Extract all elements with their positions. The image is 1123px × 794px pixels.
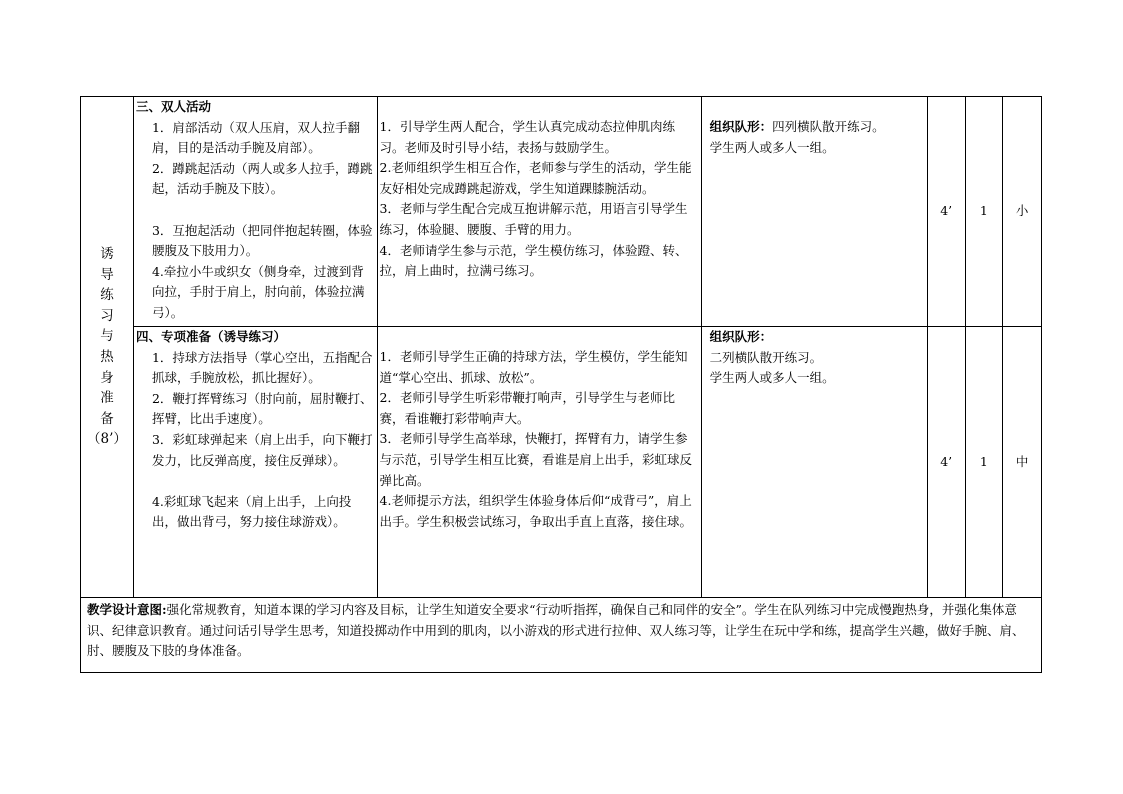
content-item: 4.彩虹球飞起来（肩上出手，上向投出，做出背弓，努力接住球游戏）。: [151, 493, 352, 530]
lesson-plan-table: [80, 96, 1042, 673]
teaching-item: 3．老师与学生配合完成互抱讲解示范，用语言引导学生练习，体验腿、腰腹、手臂的用力。: [379, 201, 688, 237]
section-char: 诱: [100, 246, 114, 263]
org-line: 四列横队散开练习。: [772, 119, 885, 134]
content-cell: [133, 97, 377, 327]
content-item: 3．互抱起活动（把同伴抱起转圈，体验腰腹及下肢用力）。: [151, 222, 373, 259]
teaching-cell: [377, 327, 701, 598]
org-label: 组织队形：: [709, 329, 773, 344]
org-line: 学生两人或多人一组。: [709, 370, 835, 386]
content-spacer: [136, 200, 375, 221]
section-label-cell: [81, 97, 134, 598]
org-line: 二列横队散开练习。: [709, 349, 823, 365]
teaching-cell: [377, 97, 701, 327]
organization-cell: [701, 97, 927, 327]
organization-cell: [701, 327, 927, 598]
section-char: 备: [100, 410, 114, 427]
teaching-item: 1．引导学生两人配合，学生认真完成动态拉伸肌肉练习。老师及时引导小结，表扬与鼓励学生。: [379, 119, 675, 155]
intensity-cell: 小: [1003, 97, 1042, 327]
org-label: 组织队形：: [709, 119, 773, 134]
design-note-label: 教学设计意图:: [87, 602, 167, 617]
section-char: 导: [100, 266, 114, 283]
section-char: 准: [100, 390, 114, 407]
content-item: 2．鞭打挥臂练习（肘向前，屈肘鞭打、挥臂，比出手速度）。: [151, 390, 373, 427]
table-row: [81, 97, 1042, 327]
content-item: 1．肩部活动（双人压肩，双人拉手翻肩，目的是活动手腕及肩部）。: [151, 119, 360, 156]
intensity-cell: 中: [1003, 327, 1042, 598]
teaching-item: 2.老师组织学生相互合作，老师参与学生的活动，学生能友好相处完成蹲跳起游戏，学生知道踝膝腕活动。: [379, 160, 692, 196]
section-time: （8’）: [87, 431, 127, 448]
time-cell: 4’: [927, 97, 965, 327]
teaching-item: 1．老师引导学生正确的持球方法，学生模仿，学生能知道“掌心空出、抓球、放松”。: [379, 349, 688, 385]
content-item: 1．持球方法指导（掌心空出，五指配合抓球，手腕放松，抓比握好）。: [151, 349, 373, 386]
teaching-item: 4.老师提示方法，组织学生体验身体后仰“成背弓”，肩上出手。学生积极尝试练习，争取出手直上直落，接住球。: [379, 493, 693, 529]
design-note-cell: [81, 598, 1042, 673]
activity-title: 四、专项准备（诱导练习）: [135, 329, 286, 344]
design-note-text: 强化常规教育，知道本课的学习内容及目标，让学生知道安全要求“行动听指挥，确保自己和同伴的安全”。学生在队列练习中完成慢跑热身，并强化集体意识、纪律意识教育。通过问话引导学生思考，知道投掷动作中用到的肌肉，以小游戏的形式进行拉伸、双人练习等，让学生在玩中学和练，提高学生兴趣，做好手腕、肩、肘、腰腹及下肢的身体准备。: [87, 602, 1025, 659]
teaching-item: 4．老师请学生参与示范，学生模仿练习，体验蹬、转、拉，肩上曲时，拉满弓练习。: [379, 242, 688, 279]
section-char: 与: [100, 328, 114, 345]
section-char: 热: [100, 349, 114, 365]
org-line: 学生两人或多人一组。: [709, 139, 835, 155]
count-cell: 1: [965, 97, 1003, 327]
design-note-row: [81, 598, 1042, 673]
content-cell: [133, 327, 377, 598]
section-char: 练: [100, 287, 114, 304]
teaching-item: 3．老师引导学生高举球，快鞭打，挥臂有力，请学生参与示范，引导学生相互比赛，看谁是肩上出手，彩虹球反弹比高。: [379, 431, 693, 488]
count-cell: 1: [965, 327, 1003, 598]
table-row: [81, 327, 1042, 598]
content-item: 4.牵拉小牛或织女（侧身牵，过渡到背向拉，手肘于肩上，肘向前，体验拉满弓）。: [151, 263, 365, 320]
content-spacer: [136, 471, 375, 492]
teaching-item: 2．老师引导学生听彩带鞭打响声，引导学生与老师比赛，看谁鞭打彩带响声大。: [379, 390, 675, 426]
content-item: 2．蹲跳起活动（两人或多人拉手，蹲跳起，活动手腕及下肢）。: [151, 160, 373, 197]
time-cell: 4’: [927, 327, 965, 598]
content-item: 3．彩虹球弹起来（肩上出手，向下鞭打发力，比反弹高度，接住反弹球）。: [151, 431, 373, 468]
section-char: 习: [100, 307, 114, 324]
activity-title: 三、双人活动: [135, 99, 211, 114]
section-char: 身: [100, 369, 114, 386]
